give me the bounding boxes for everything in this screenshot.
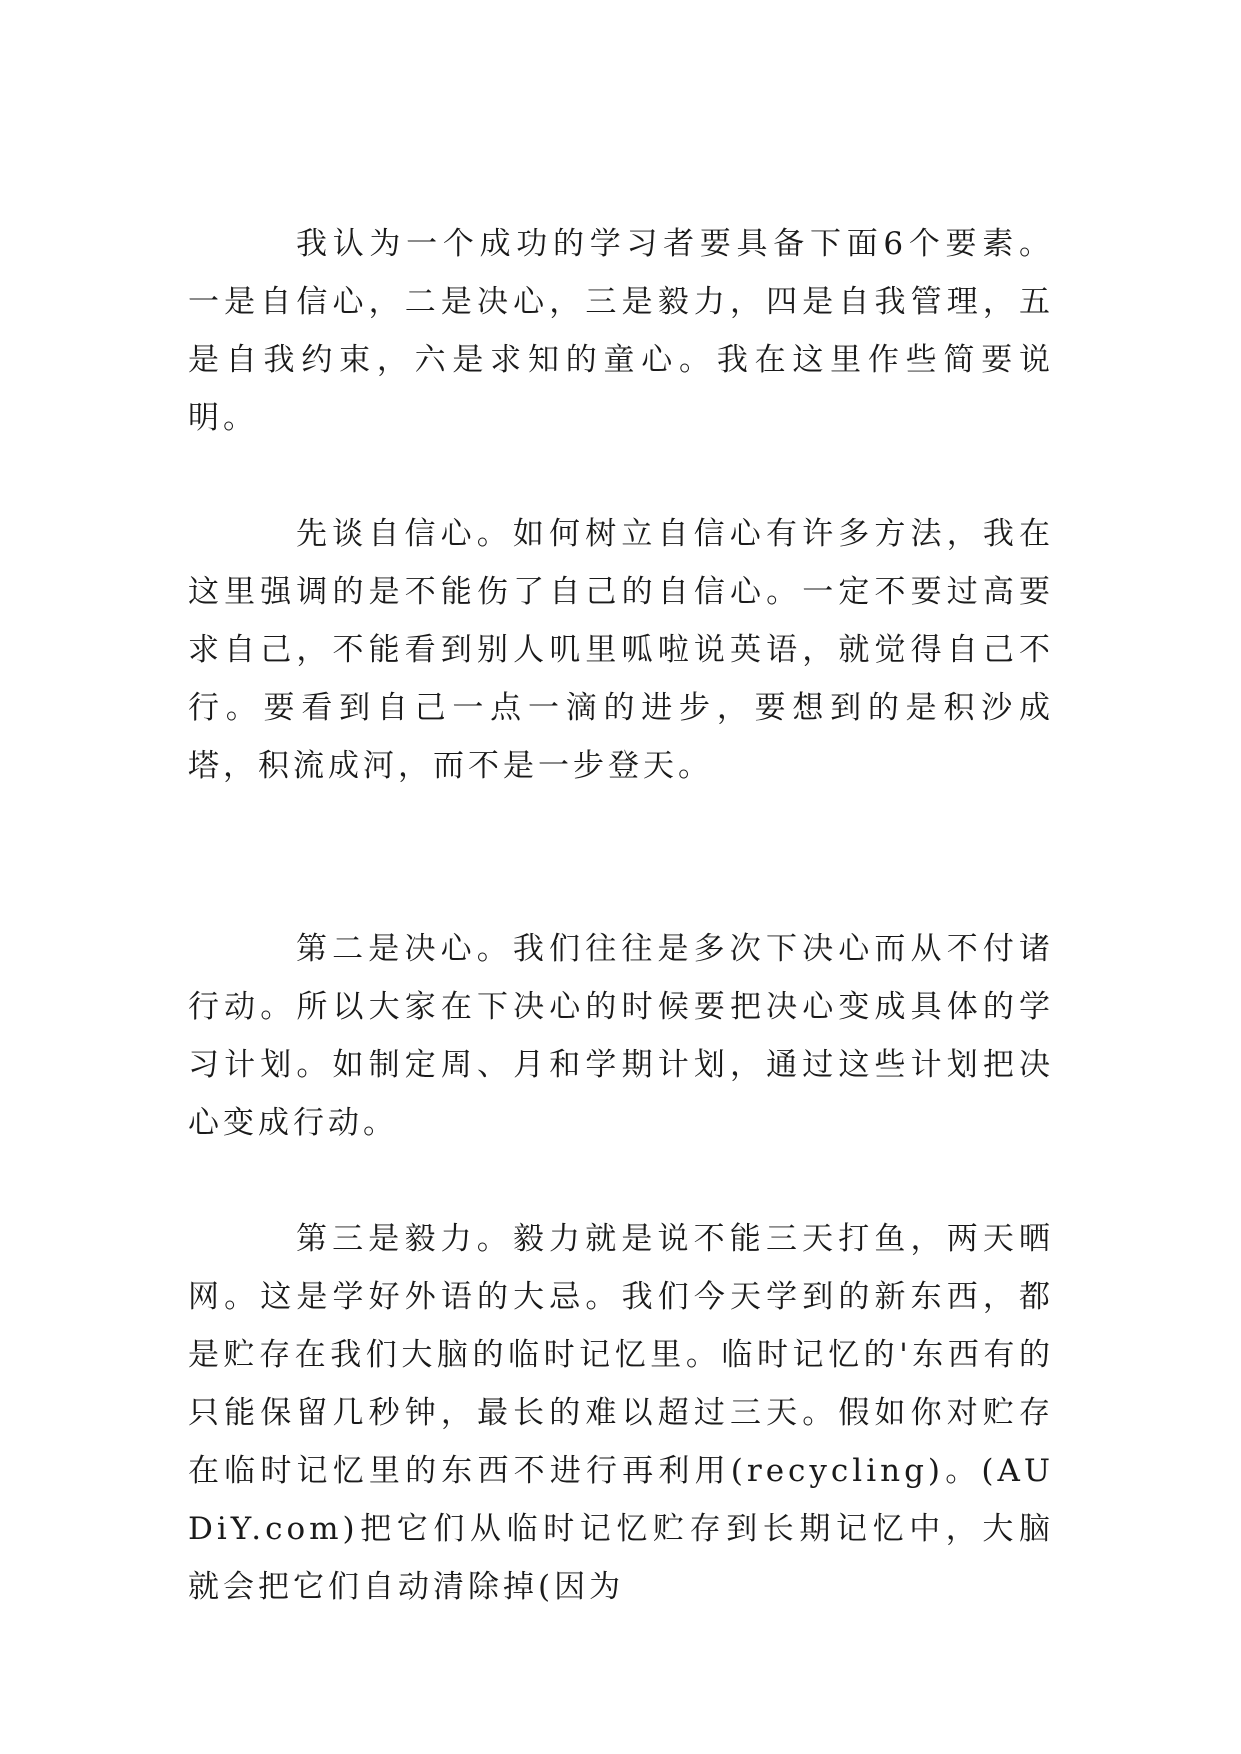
- paragraph-determination: 第二是决心。我们往往是多次下决心而从不付诸行动。所以大家在下决心的时候要把决心变成具体的学习计划。如制定周、月和学期计划，通过这些计划把决心变成行动。: [188, 931, 1054, 1141]
- paragraph-self-confidence: 先谈自信心。如何树立自信心有许多方法，我在这里强调的是不能伤了自己的自信心。一定不要过高要求自己，不能看到别人叽里呱啦说英语，就觉得自己不行。要看到自己一点一滴的进步，要想到的是积沙成塔，积流成河，而不是一步登天。: [188, 516, 1054, 784]
- paragraph-perseverance: 第三是毅力。毅力就是说不能三天打鱼，两天晒网。这是学好外语的大忌。我们今天学到的新东西，都是贮存在我们大脑的临时记忆里。临时记忆的'东西有的只能保留几秒钟，最长的难以超过三天。假如你对贮存在临时记忆里的东西不进行再利用(recycling)。(AUDiY.com)把它们从临时记忆贮存到长期记忆中，大脑就会把它们自动清除掉(因为: [188, 1221, 1054, 1605]
- paragraph-six-elements: 我认为一个成功的学习者要具备下面6个要素。一是自信心，二是决心，三是毅力，四是自我管理，五是自我约束，六是求知的童心。我在这里作些简要说明。: [188, 226, 1054, 436]
